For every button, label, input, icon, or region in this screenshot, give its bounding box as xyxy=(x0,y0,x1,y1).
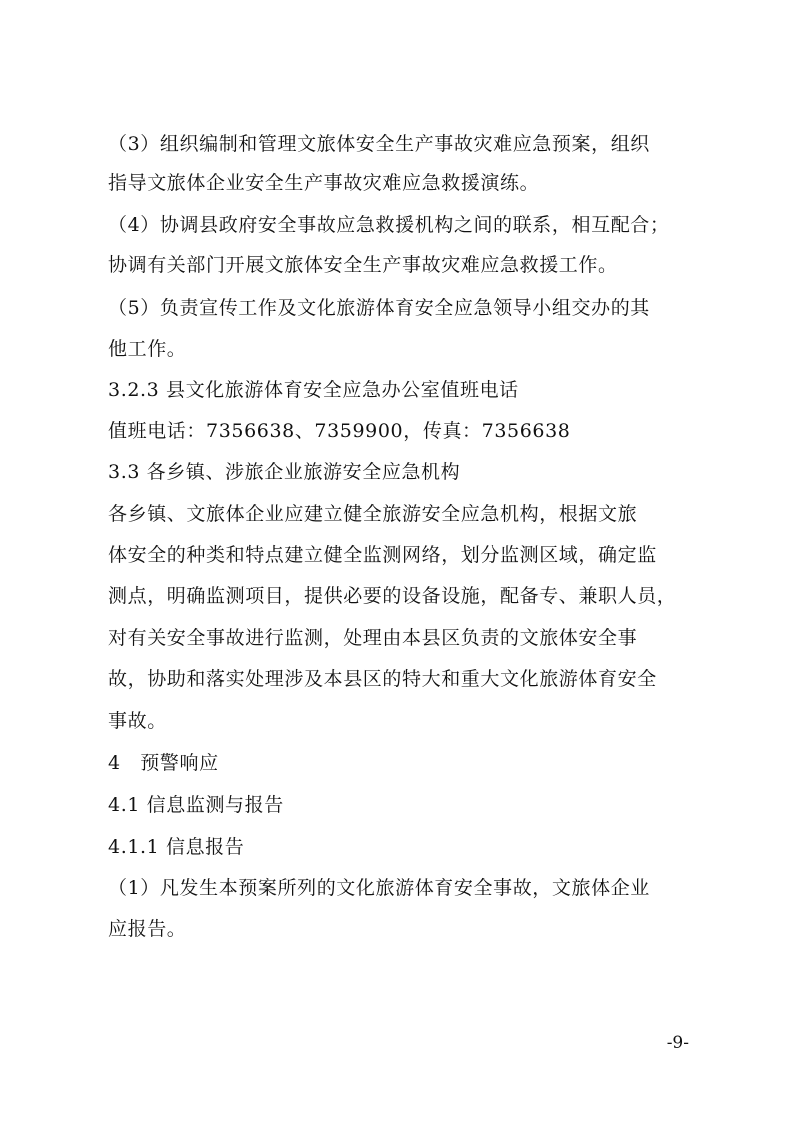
text-line: 他工作。 xyxy=(108,338,187,360)
text-line: （3）组织编制和管理文旅体安全生产事故灾难应急预案，组织 xyxy=(108,133,650,155)
section-heading: 4 预警响应 xyxy=(108,752,219,774)
text-line: （5）负责宣传工作及文化旅游体育安全应急领导小组交办的其 xyxy=(108,297,650,319)
text-line: 各乡镇、文旅体企业应建立健全旅游安全应急机构，根据文旅 xyxy=(108,503,638,525)
section-heading: 4.1.1 信息报告 xyxy=(108,836,245,858)
text-line: 对有关安全事故进行监测，处理由本县区负责的文旅体安全事 xyxy=(108,627,638,649)
text-line: （1）凡发生本预案所列的文化旅游体育安全事故，文旅体企业 xyxy=(108,877,650,899)
text-line: 测点，明确监测项目，提供必要的设备设施，配备专、兼职人员， xyxy=(108,585,677,607)
section-heading: 3.2.3 县文化旅游体育安全应急办公室值班电话 xyxy=(108,379,519,401)
section-heading: 3.3 各乡镇、涉旅企业旅游安全应急机构 xyxy=(108,461,461,483)
text-line: 事故。 xyxy=(108,710,167,732)
section-heading: 4.1 信息监测与报告 xyxy=(108,794,284,816)
page-number: -9- xyxy=(666,1033,689,1053)
text-line: （4）协调县政府安全事故应急救援机构之间的联系，相互配合； xyxy=(108,214,670,236)
text-line: 值班电话：7356638、7359900，传真：7356638 xyxy=(108,420,571,442)
text-line: 协调有关部门开展文旅体安全生产事故灾难应急救援工作。 xyxy=(108,254,618,276)
text-line: 故，协助和落实处理涉及本县区的特大和重大文化旅游体育安全 xyxy=(108,668,657,690)
text-line: 指导文旅体企业安全生产事故灾难应急救援演练。 xyxy=(108,172,540,194)
text-line: 应报告。 xyxy=(108,918,187,940)
text-line: 体安全的种类和特点建立健全监测网络，划分监测区域，确定监 xyxy=(108,544,657,566)
